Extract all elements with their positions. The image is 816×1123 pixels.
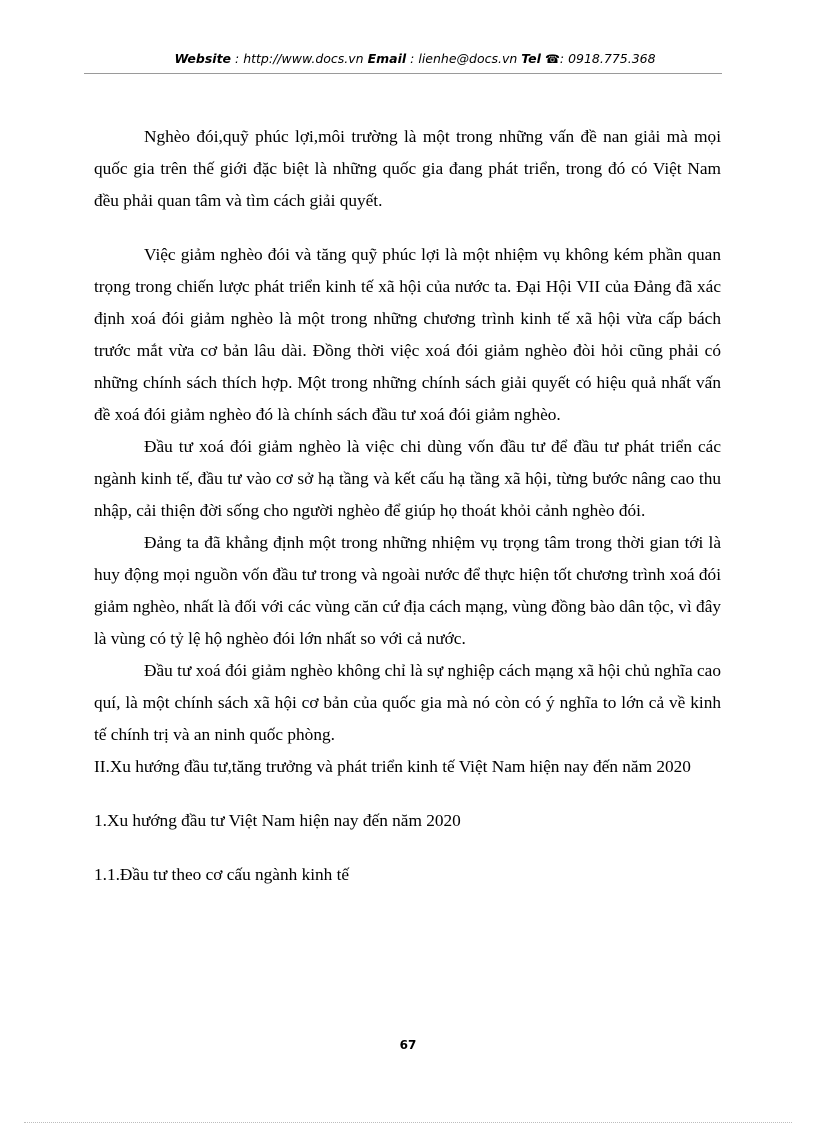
paragraph-4: Đảng ta đã khẳng định một trong những nhiệm vụ trọng tâm trong thời gian tới là huy động mọi nguồn vốn đầu tư trong và ngoài nước để thực hiện tốt chương trình xoá đói giảm nghèo, nhất là đối với các vùng căn cứ địa cách mạng, vùng đồng bào dân tộc, vì đây là vùng có tỷ lệ hộ nghèo đói lớn nhất so với cả nước. xyxy=(94,533,722,648)
heading-section-ii: II.Xu hướng đầu tư,tăng trưởng và phát triển kinh tế Việt Nam hiện nay đến năm 2020 xyxy=(94,757,691,776)
paragraph-5: Đầu tư xoá đói giảm nghèo không chỉ là sự nghiệp cách mạng xã hội chủ nghĩa cao quí, là một chính sách xã hội cơ bản của quốc gia mà nó còn có ý nghĩa to lớn cả về kinh tế chính trị và an ninh quốc phòng. xyxy=(94,661,721,744)
email-address: : lienhe@docs.vn xyxy=(410,51,518,66)
paragraph-2: Việc giảm nghèo đói và tăng quỹ phúc lợi là một nhiệm vụ không kém phần quan trọng trong chiến lược phát triển kinh tế xã hội của nước ta. Đại Hội VII của Đảng đã xác định xoá đói giảm nghèo là một trong những chương trình kinh tế xã hội vừa cấp bách trước mắt vừa cơ bản lâu dài. Đồng thời việc xoá đói giảm nghèo đòi hỏi cũng phải có những chính sách thích hợp. Một trong những chính sách giải quyết có hiệu quả nhất vấn đề xoá đói giảm nghèo đó là chính sách đầu tư xoá đói giảm nghèo. xyxy=(94,245,721,424)
paragraph-3: Đầu tư xoá đói giảm nghèo là việc chi dùng vốn đầu tư để đầu tư phát triển các ngành kinh tế, đầu tư vào cơ sở hạ tầng và kết cấu hạ tầng xã hội, từng bước nâng cao thu nhập, cải thiện đời sống cho người nghèo để giúp họ thoát khỏi cảnh nghèo đói. xyxy=(94,437,721,520)
tel-number: : 0918.775.368 xyxy=(559,51,656,66)
paragraph-1: Nghèo đói,quỹ phúc lợi,môi trường là một trong những vấn đề nan giải mà mọi quốc gia trên thế giới đặc biệt là những quốc gia đang phát triển, trong đó có Việt Nam đều phải quan tâm và tìm cách giải quyết. xyxy=(94,127,721,210)
website-url: : http://www.docs.vn xyxy=(235,51,364,66)
telephone-icon: ☎ xyxy=(544,52,560,66)
heading-section-1: 1.Xu hướng đầu tư Việt Nam hiện nay đến năm 2020 xyxy=(94,811,461,830)
document-body xyxy=(94,121,721,891)
email-label: Email xyxy=(367,51,407,66)
tel-label: Tel xyxy=(521,51,541,66)
page-header xyxy=(110,51,720,71)
heading-section-1-1: 1.1.Đầu tư theo cơ cấu ngành kinh tế xyxy=(94,865,350,884)
page-number: 67 xyxy=(399,1038,417,1052)
header-divider xyxy=(84,73,722,74)
website-label: Website xyxy=(174,51,232,66)
